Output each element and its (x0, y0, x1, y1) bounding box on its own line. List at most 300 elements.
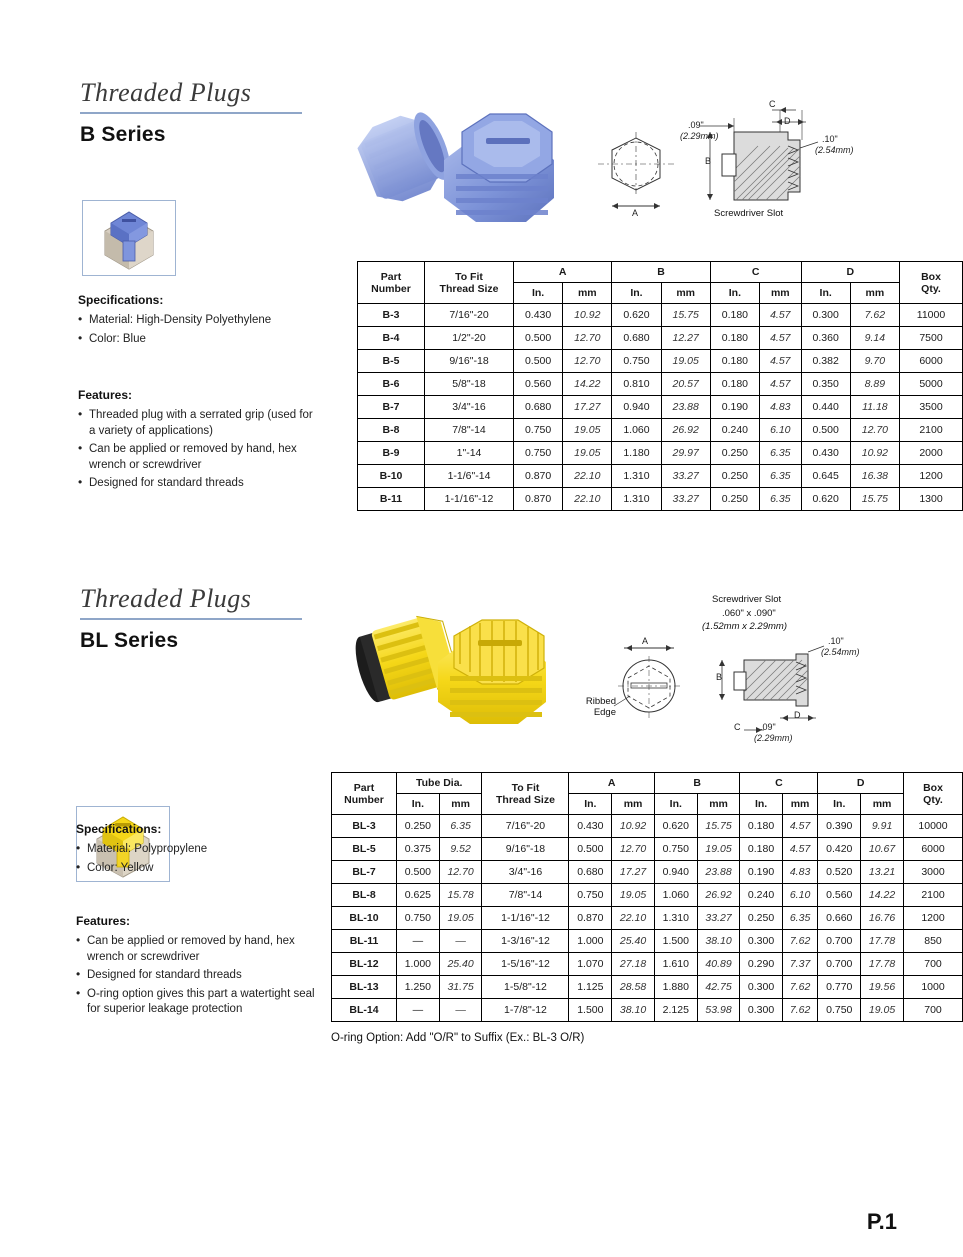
cell-mm: 17.78 (861, 953, 904, 976)
cell-value: 0.250 (710, 488, 759, 511)
cell-thread-size: 1"-14 (425, 442, 514, 465)
cell-part-number: BL-11 (332, 930, 397, 953)
cell-value: 1.610 (654, 953, 697, 976)
specifications-heading-b: Specifications: (78, 293, 164, 307)
cell-thread-size: 7/16"-20 (482, 815, 569, 838)
cell-value: 1.880 (654, 976, 697, 999)
cell-part-number: BL-5 (332, 838, 397, 861)
table-header-row-1 (332, 773, 963, 794)
cell-mm: 12.70 (563, 350, 612, 373)
bl-series-features (76, 914, 316, 1021)
cell-value: 3000 (904, 861, 963, 884)
cell-value: 0.750 (654, 838, 697, 861)
cell-mm: 26.92 (661, 419, 710, 442)
th-c-in: In. (740, 794, 782, 815)
cell-value: 0.430 (569, 815, 612, 838)
bl-series-cross-section-diagram (700, 594, 880, 754)
cell-value: 0.940 (654, 861, 697, 884)
cell-value: 3500 (900, 396, 963, 419)
cell-mm: 23.88 (697, 861, 740, 884)
cell-value: 2.125 (654, 999, 697, 1022)
page-number: P.1 (866, 1209, 897, 1234)
table-body (358, 304, 963, 511)
th-d: D (818, 773, 904, 794)
th-tube-mm: mm (439, 794, 482, 815)
cell-value: 1.060 (654, 884, 697, 907)
cell-value: 0.240 (740, 884, 782, 907)
cell-value: 0.180 (710, 350, 759, 373)
th-box-qty: Box Qty. (900, 262, 963, 304)
cell-value: 0.190 (740, 861, 782, 884)
cell-value: 1.310 (612, 488, 661, 511)
cell-thread-size: 7/8"-14 (482, 884, 569, 907)
cell-mm: 16.38 (850, 465, 899, 488)
cell-mm: 17.27 (563, 396, 612, 419)
cell-value: 2100 (904, 884, 963, 907)
cell-value: 0.300 (740, 930, 782, 953)
cell-value: 0.560 (514, 373, 563, 396)
cell-value: 2100 (900, 419, 963, 442)
series-name-b: B Series (80, 123, 166, 146)
cell-mm: 4.57 (760, 350, 802, 373)
cell-part-number: B-10 (358, 465, 425, 488)
screwdriver-slot-caption-bl: Screwdriver Slot (712, 594, 782, 605)
feature-item: • Can be applied or removed by hand, hex wrench or screwdriver (76, 934, 316, 965)
b-series-product-photo (338, 74, 578, 239)
th-box-qty: Box Qty. (904, 773, 963, 815)
cell-thread-size: 9/16"-18 (425, 350, 514, 373)
cell-mm: 22.10 (612, 907, 655, 930)
cell-value: 1.180 (612, 442, 661, 465)
cell-value: 0.750 (612, 350, 661, 373)
spec-item: • Material: Polypropylene (76, 842, 311, 858)
th-part-number: Part Number (358, 262, 425, 304)
table-row (358, 373, 963, 396)
cell-value: 0.870 (569, 907, 612, 930)
dim-label-b-bl: B (716, 672, 723, 682)
cell-value: 0.180 (710, 373, 759, 396)
cell-thread-size: 1-1/6"-14 (425, 465, 514, 488)
features-heading-bl: Features: (76, 914, 131, 928)
page-title-bl: Threaded Plugs (80, 584, 252, 613)
cell-value: 0.300 (801, 304, 850, 327)
feature-item: • Designed for standard threads (76, 968, 316, 984)
cell-mm: 20.57 (661, 373, 710, 396)
dim-label-10in: .10" (822, 134, 838, 144)
th-thread-size: To Fit Thread Size (425, 262, 514, 304)
table-body (332, 815, 963, 1022)
cell-value: 0.240 (710, 419, 759, 442)
table-row (358, 465, 963, 488)
cell-mm: 38.10 (612, 999, 655, 1022)
cell-mm: 8.89 (850, 373, 899, 396)
cell-mm: 29.97 (661, 442, 710, 465)
th-a-mm: mm (563, 283, 612, 304)
spec-item: • Color: Blue (78, 332, 313, 348)
cell-value: 0.750 (514, 442, 563, 465)
cell-value: 5000 (900, 373, 963, 396)
th-b: B (612, 262, 710, 283)
cell-value: 0.870 (514, 465, 563, 488)
cell-thread-size: 1-7/8"-12 (482, 999, 569, 1022)
cell-value: 0.500 (397, 861, 440, 884)
th-part-number: Part Number (332, 773, 397, 815)
cell-value: 0.390 (818, 815, 861, 838)
cell-mm: 4.57 (782, 815, 818, 838)
cell-thread-size: 1-5/16"-12 (482, 953, 569, 976)
dim-label-d-bl: D (794, 710, 801, 720)
cell-part-number: BL-14 (332, 999, 397, 1022)
cell-thread-size: 7/16"-20 (425, 304, 514, 327)
th-c: C (710, 262, 801, 283)
cell-value: 1.500 (569, 999, 612, 1022)
cell-mm: 28.58 (612, 976, 655, 999)
cell-mm: 6.35 (760, 488, 802, 511)
spec-item: • Color: Yellow (76, 861, 311, 877)
yellow-plugs-photo-icon (330, 592, 570, 742)
cell-value: 1.250 (397, 976, 440, 999)
cell-mm: 4.57 (760, 304, 802, 327)
cell-thread-size: 3/4"-16 (482, 861, 569, 884)
th-a-in: In. (514, 283, 563, 304)
cell-mm: 14.22 (861, 884, 904, 907)
cell-thread-size: 1-1/16"-12 (425, 488, 514, 511)
cell-value: 0.500 (514, 327, 563, 350)
ribbed-edge-caption: Ribbed Edge (585, 696, 616, 718)
specifications-list-bl (76, 842, 311, 876)
cell-mm: 6.10 (760, 419, 802, 442)
cell-mm: 19.56 (861, 976, 904, 999)
cell-mm: 33.27 (661, 465, 710, 488)
cell-mm: 13.21 (861, 861, 904, 884)
cell-mm: 12.70 (850, 419, 899, 442)
b-series-end-view-diagram (590, 128, 680, 223)
dim-label-a-bl: A (642, 636, 649, 646)
cell-value: — (397, 930, 440, 953)
cell-value: 700 (904, 953, 963, 976)
dim-label-a: A (632, 208, 639, 218)
table-row (358, 327, 963, 350)
cell-value: 0.660 (818, 907, 861, 930)
th-c-mm: mm (760, 283, 802, 304)
cell-mm: 19.05 (439, 907, 482, 930)
features-list-bl (76, 934, 316, 1018)
cell-value: 0.382 (801, 350, 850, 373)
cell-mm: 42.75 (697, 976, 740, 999)
dim-label-c: C (769, 99, 776, 109)
cell-mm: 26.92 (697, 884, 740, 907)
cell-value: 0.300 (740, 999, 782, 1022)
cell-value: 0.375 (397, 838, 440, 861)
cell-value: 1200 (904, 907, 963, 930)
cell-mm: 6.10 (782, 884, 818, 907)
table-row (358, 488, 963, 511)
table-row (332, 930, 963, 953)
cell-mm: 25.40 (612, 930, 655, 953)
th-thread-size: To Fit Thread Size (482, 773, 569, 815)
table-row (332, 953, 963, 976)
b-series-heading-block (80, 78, 320, 147)
cell-part-number: B-5 (358, 350, 425, 373)
cell-mm: 12.27 (661, 327, 710, 350)
cell-value: 0.250 (710, 442, 759, 465)
cell-mm: 9.52 (439, 838, 482, 861)
cell-mm: 11.18 (850, 396, 899, 419)
page-title-b: Threaded Plugs (80, 78, 252, 107)
feature-item: • Designed for standard threads (78, 476, 318, 492)
series-name-bl: BL Series (80, 629, 179, 652)
cell-part-number: BL-3 (332, 815, 397, 838)
table-row (332, 838, 963, 861)
dim-label-09in-bl: .09" (760, 722, 776, 732)
table-head (332, 773, 963, 815)
cell-value: 0.520 (818, 861, 861, 884)
cell-value: 2000 (900, 442, 963, 465)
cell-part-number: B-8 (358, 419, 425, 442)
cell-thread-size: 1/2"-20 (425, 327, 514, 350)
dim-label-10in-bl: .10" (828, 636, 844, 646)
cell-value: 0.620 (612, 304, 661, 327)
th-d-mm: mm (850, 283, 899, 304)
cell-value: 1.070 (569, 953, 612, 976)
table-row (332, 999, 963, 1022)
dim-label-09in: .09" (688, 120, 704, 130)
cell-mm: 19.05 (612, 884, 655, 907)
cell-mm: 12.70 (563, 327, 612, 350)
th-b: B (654, 773, 739, 794)
bl-series-heading-block (80, 584, 320, 653)
table-row (332, 861, 963, 884)
th-a: A (569, 773, 654, 794)
b-series-spec-table (357, 261, 963, 511)
cell-mm: 10.92 (563, 304, 612, 327)
cell-mm: 6.35 (760, 465, 802, 488)
th-d-in: In. (818, 794, 861, 815)
dim-label-254mm-bl: (2.54mm) (821, 647, 860, 657)
cell-part-number: B-7 (358, 396, 425, 419)
cell-value: 0.560 (818, 884, 861, 907)
cell-mm: 33.27 (697, 907, 740, 930)
cell-thread-size: 7/8"-14 (425, 419, 514, 442)
table-row (332, 907, 963, 930)
cell-value: 0.770 (818, 976, 861, 999)
table-row (358, 419, 963, 442)
cell-value: 0.500 (801, 419, 850, 442)
cell-mm: 15.75 (661, 304, 710, 327)
cell-mm: 10.92 (612, 815, 655, 838)
dim-label-b: B (705, 156, 712, 166)
th-b-in: In. (612, 283, 661, 304)
cell-mm: 33.27 (661, 488, 710, 511)
cell-value: 0.420 (818, 838, 861, 861)
cell-thread-size: 1-3/16"-12 (482, 930, 569, 953)
cell-mm: 4.83 (760, 396, 802, 419)
cell-mm: 6.35 (782, 907, 818, 930)
th-c-mm: mm (782, 794, 818, 815)
dim-label-229mm: (2.29mm) (680, 131, 719, 141)
cell-mm: 15.75 (850, 488, 899, 511)
cell-mm: 22.10 (563, 465, 612, 488)
slot-size-inches: .060" x .090" (722, 608, 776, 619)
title-rule-b (80, 112, 302, 114)
blue-plug-thumb-icon (83, 201, 175, 275)
o-ring-footnote: O-ring Option: Add "O/R" to Suffix (Ex.: BL-3 O/R) (331, 1032, 585, 1044)
cell-value: 6000 (904, 838, 963, 861)
feature-item: • Can be applied or removed by hand, hex wrench or screwdriver (78, 442, 318, 473)
cell-value: 0.250 (397, 815, 440, 838)
cell-thread-size: 5/8"-18 (425, 373, 514, 396)
th-c: C (740, 773, 818, 794)
cell-mm: 4.57 (760, 327, 802, 350)
cell-mm: 15.78 (439, 884, 482, 907)
cross-section-icon (676, 96, 856, 224)
cell-mm: 10.67 (861, 838, 904, 861)
table-row (358, 442, 963, 465)
hex-end-view-ribbed-icon (590, 630, 700, 740)
cell-mm: 23.88 (661, 396, 710, 419)
cell-mm: 9.91 (861, 815, 904, 838)
b-series-cross-section-diagram (676, 96, 856, 228)
th-tube-dia: Tube Dia. (397, 773, 482, 794)
th-d-in: In. (801, 283, 850, 304)
cell-mm: 7.37 (782, 953, 818, 976)
cell-mm: 7.62 (850, 304, 899, 327)
cell-part-number: BL-12 (332, 953, 397, 976)
cell-mm: 38.10 (697, 930, 740, 953)
cell-value: 1200 (900, 465, 963, 488)
cell-mm: 7.62 (782, 999, 818, 1022)
cell-mm: 4.83 (782, 861, 818, 884)
cell-thread-size: 9/16"-18 (482, 838, 569, 861)
table-header-row-2 (332, 794, 963, 815)
cell-value: 1.500 (654, 930, 697, 953)
cell-value: 0.440 (801, 396, 850, 419)
cell-value: 0.180 (710, 304, 759, 327)
cell-mm: 31.75 (439, 976, 482, 999)
cell-value: 1.000 (397, 953, 440, 976)
spec-item: • Material: High-Density Polyethylene (78, 313, 313, 329)
cell-value: 0.680 (612, 327, 661, 350)
cell-value: 11000 (900, 304, 963, 327)
slot-size-mm: (1.52mm x 2.29mm) (702, 621, 787, 632)
cell-value: 0.750 (569, 884, 612, 907)
dim-label-229mm-bl: (2.29mm) (754, 733, 793, 743)
cell-mm: 12.70 (439, 861, 482, 884)
cell-value: 0.700 (818, 930, 861, 953)
cell-value: 0.625 (397, 884, 440, 907)
cell-mm: 53.98 (697, 999, 740, 1022)
b-series-thumbnail (82, 200, 176, 276)
cell-mm: 4.57 (760, 373, 802, 396)
cell-value: 0.500 (514, 350, 563, 373)
th-d: D (801, 262, 899, 283)
cell-value: 0.940 (612, 396, 661, 419)
table-row (332, 815, 963, 838)
cell-part-number: BL-7 (332, 861, 397, 884)
cell-value: 0.430 (801, 442, 850, 465)
title-rule-bl (80, 618, 302, 620)
cell-value: 0.645 (801, 465, 850, 488)
cell-part-number: B-4 (358, 327, 425, 350)
cell-value: 1.310 (654, 907, 697, 930)
th-a-in: In. (569, 794, 612, 815)
th-d-mm: mm (861, 794, 904, 815)
cell-value: 0.620 (654, 815, 697, 838)
table-row (358, 304, 963, 327)
table-head (358, 262, 963, 304)
table-row (332, 884, 963, 907)
cell-value: 0.250 (740, 907, 782, 930)
th-tube-in: In. (397, 794, 440, 815)
cell-value: 0.680 (569, 861, 612, 884)
cell-value: 0.700 (818, 953, 861, 976)
cell-value: — (397, 999, 440, 1022)
cell-mm: 9.70 (850, 350, 899, 373)
cell-value: 0.870 (514, 488, 563, 511)
cell-value: 0.180 (710, 327, 759, 350)
cell-part-number: BL-8 (332, 884, 397, 907)
specifications-list-b (78, 313, 313, 347)
dim-label-c-bl: C (734, 722, 741, 732)
cell-mm: 17.78 (861, 930, 904, 953)
cell-part-number: B-9 (358, 442, 425, 465)
th-a-mm: mm (612, 794, 655, 815)
cell-mm: 16.76 (861, 907, 904, 930)
th-b-mm: mm (697, 794, 740, 815)
table-row (358, 350, 963, 373)
cell-value: 0.500 (569, 838, 612, 861)
cell-value: 0.620 (801, 488, 850, 511)
cell-mm: 25.40 (439, 953, 482, 976)
cell-value: 0.810 (612, 373, 661, 396)
cell-mm: 4.57 (782, 838, 818, 861)
cell-value: 1300 (900, 488, 963, 511)
cell-mm: 6.35 (439, 815, 482, 838)
bl-series-spec-table (331, 772, 963, 1022)
cell-part-number: B-3 (358, 304, 425, 327)
cell-mm: 15.75 (697, 815, 740, 838)
table-row (358, 396, 963, 419)
specifications-heading-bl: Specifications: (76, 822, 162, 836)
cell-mm: 6.35 (760, 442, 802, 465)
cell-value: 0.180 (740, 838, 782, 861)
blue-plugs-photo-icon (338, 74, 578, 239)
cell-mm: 19.05 (563, 442, 612, 465)
cell-mm: 19.05 (661, 350, 710, 373)
cell-value: 1.125 (569, 976, 612, 999)
cell-mm: 17.27 (612, 861, 655, 884)
screwdriver-slot-caption-b: Screwdriver Slot (714, 208, 784, 219)
th-b-in: In. (654, 794, 697, 815)
th-a: A (514, 262, 612, 283)
cell-value: 7500 (900, 327, 963, 350)
cell-value: 0.290 (740, 953, 782, 976)
cell-value: 0.360 (801, 327, 850, 350)
dim-label-254mm: (2.54mm) (815, 145, 854, 155)
cell-mm: 19.05 (697, 838, 740, 861)
cell-value: 0.750 (397, 907, 440, 930)
cell-value: 850 (904, 930, 963, 953)
bl-series-product-photo (330, 592, 570, 742)
cell-value: 0.750 (818, 999, 861, 1022)
cell-value: 0.750 (514, 419, 563, 442)
cell-value: 6000 (900, 350, 963, 373)
cell-mm: 22.10 (563, 488, 612, 511)
th-c-in: In. (710, 283, 759, 304)
cell-value: 0.350 (801, 373, 850, 396)
table-row (332, 976, 963, 999)
cell-value: 10000 (904, 815, 963, 838)
